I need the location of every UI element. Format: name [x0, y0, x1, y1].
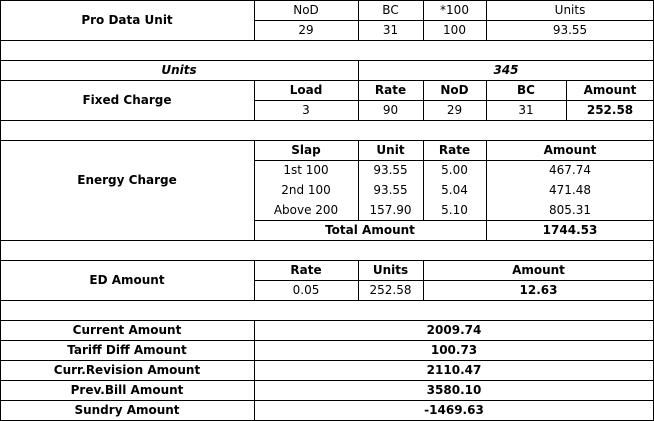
grid-line: [0, 320, 654, 321]
grid-line: [486, 140, 487, 241]
grid-line: [0, 40, 654, 41]
grid-line: [254, 140, 255, 241]
energy-total-value: 1744.53: [542, 223, 598, 237]
units-value: 345: [493, 63, 519, 77]
energy-charge-label: Energy Charge: [77, 173, 177, 187]
fixed-header-rate: Rate: [374, 83, 407, 97]
grid-line: [566, 80, 567, 121]
fixed-header-bc: BC: [517, 83, 535, 97]
grid-line: [254, 0, 255, 41]
energy-row-3-slap: Above 200: [273, 203, 339, 217]
pro-data-header-bc: BC: [382, 3, 399, 17]
grid-line: [254, 100, 654, 101]
grid-line: [0, 0, 654, 1]
ed-header-amount: Amount: [512, 263, 565, 277]
energy-row-2-rate: 5.04: [441, 183, 468, 197]
grid-line: [254, 280, 654, 281]
grid-line: [0, 140, 1, 241]
grid-line: [254, 260, 255, 301]
grid-line: [486, 0, 487, 41]
units-label: Units: [161, 63, 197, 77]
grid-line: [0, 240, 654, 241]
grid-line: [0, 360, 654, 361]
curr-revision-amount-value: 2110.47: [426, 363, 482, 377]
fixed-charge-label: Fixed Charge: [82, 93, 172, 107]
grid-line: [358, 0, 359, 41]
grid-line: [0, 60, 1, 121]
energy-row-1-amount: 467.74: [549, 163, 591, 177]
sundry-amount-label: Sundry Amount: [74, 403, 180, 417]
grid-line: [358, 260, 359, 301]
ed-header-rate: Rate: [290, 263, 322, 277]
grid-line: [358, 80, 359, 121]
energy-row-2-amount: 471.48: [549, 183, 591, 197]
fixed-header-nod: NoD: [440, 83, 469, 97]
grid-line: [0, 120, 654, 121]
grid-line: [0, 300, 654, 301]
current-amount-label: Current Amount: [72, 323, 182, 337]
tariff-diff-amount-label: Tariff Diff Amount: [67, 343, 187, 357]
sundry-amount-value: -1469.63: [424, 403, 484, 417]
energy-row-3-amount: 805.31: [549, 203, 591, 217]
grid-line: [0, 380, 654, 381]
grid-line: [254, 80, 255, 121]
pro-data-header-nod: NoD: [293, 3, 319, 17]
grid-line: [0, 120, 1, 141]
fixed-value-bc: 31: [518, 103, 534, 117]
pro-data-value-x100: 100: [443, 23, 466, 37]
grid-line: [423, 80, 424, 121]
energy-header-rate: Rate: [438, 143, 471, 157]
pro-data-value-nod: 29: [298, 23, 314, 37]
grid-line: [0, 340, 654, 341]
grid-line: [0, 140, 654, 141]
grid-line: [0, 260, 1, 301]
grid-line: [423, 260, 424, 301]
grid-line: [358, 60, 359, 81]
fixed-value-rate: 90: [382, 103, 399, 117]
pro-data-unit-label: Pro Data Unit: [81, 13, 173, 27]
grid-line: [0, 40, 1, 61]
energy-row-1-rate: 5.00: [441, 163, 468, 177]
energy-header-slap: Slap: [291, 143, 321, 157]
fixed-value-amount: 252.58: [586, 103, 634, 117]
tariff-diff-amount-value: 100.73: [430, 343, 478, 357]
prev-bill-amount-label: Prev.Bill Amount: [70, 383, 184, 397]
pro-data-value-units: 93.55: [552, 23, 588, 37]
grid-line: [254, 160, 654, 161]
energy-row-2-unit: 93.55: [373, 183, 408, 197]
fixed-header-load: Load: [289, 83, 323, 97]
grid-line: [254, 220, 654, 221]
grid-line: [423, 0, 424, 41]
grid-line: [0, 300, 1, 321]
grid-line: [358, 140, 359, 221]
grid-line: [0, 260, 654, 261]
fixed-value-nod: 29: [446, 103, 463, 117]
curr-revision-amount-label: Curr.Revision Amount: [53, 363, 201, 377]
grid-line: [0, 60, 654, 61]
current-amount-value: 2009.74: [426, 323, 482, 337]
energy-row-3-rate: 5.10: [441, 203, 468, 217]
grid-line: [254, 320, 255, 421]
grid-line: [0, 320, 1, 421]
energy-header-unit: Unit: [376, 143, 405, 157]
grid-line: [0, 240, 1, 261]
pro-data-header-x100: *100: [440, 3, 469, 17]
energy-row-1-unit: 93.55: [373, 163, 408, 177]
energy-total-label: Total Amount: [325, 223, 415, 237]
grid-line: [486, 80, 487, 121]
ed-value-units: 252.58: [369, 283, 412, 297]
energy-row-3-unit: 157.90: [369, 203, 412, 217]
prev-bill-amount-value: 3580.10: [426, 383, 482, 397]
grid-line: [254, 20, 654, 21]
energy-header-amount: Amount: [543, 143, 597, 157]
energy-row-1-slap: 1st 100: [283, 163, 329, 177]
ed-header-units: Units: [372, 263, 409, 277]
grid-line: [0, 80, 654, 81]
fixed-header-amount: Amount: [583, 83, 637, 97]
pro-data-header-units: Units: [554, 3, 586, 17]
grid-line: [423, 140, 424, 221]
ed-value-amount: 12.63: [519, 283, 558, 297]
ed-value-rate: 0.05: [292, 283, 320, 297]
grid-line: [0, 0, 1, 41]
ed-amount-label: ED Amount: [89, 273, 165, 287]
energy-row-2-slap: 2nd 100: [281, 183, 331, 197]
grid-line: [0, 400, 654, 401]
fixed-value-load: 3: [302, 103, 310, 117]
pro-data-value-bc: 31: [382, 23, 399, 37]
